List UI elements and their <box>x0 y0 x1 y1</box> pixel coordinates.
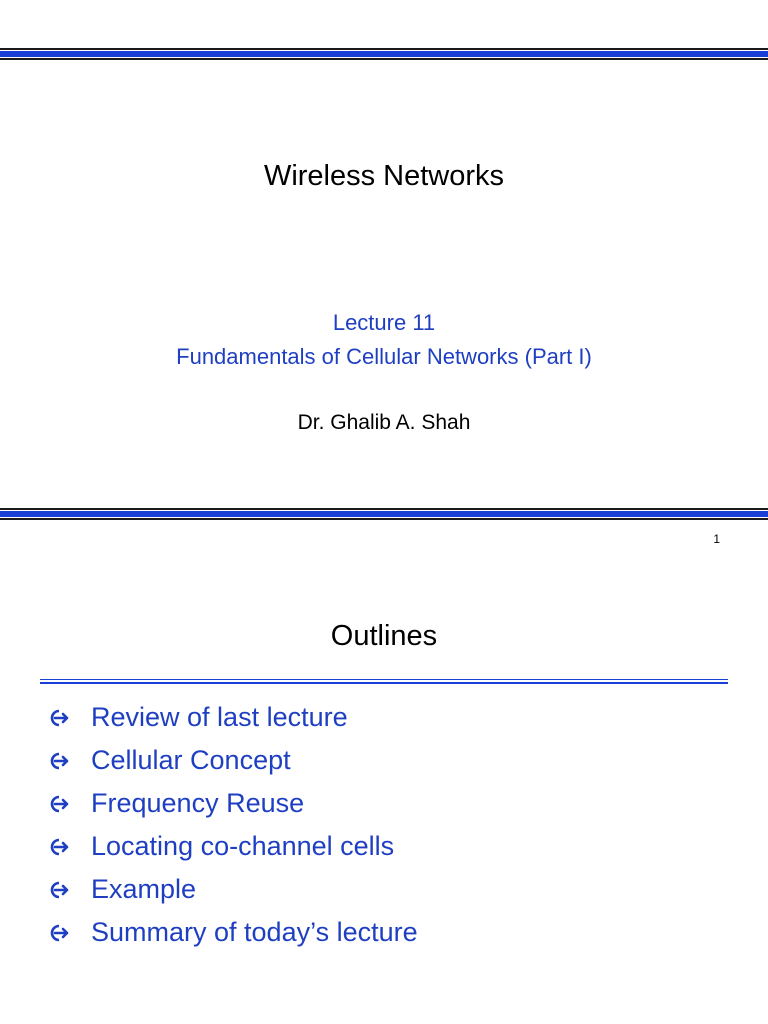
arrow-circle-right-icon <box>48 750 70 772</box>
list-item-label: Example <box>91 874 197 904</box>
outline-title: Outlines <box>330 620 438 652</box>
list-item-label: Cellular Concept <box>91 745 291 775</box>
outline-rule <box>40 679 728 684</box>
arrow-circle-right-icon <box>48 879 70 901</box>
arrow-circle-right-icon <box>48 707 70 729</box>
top-rule <box>0 48 768 60</box>
arrow-circle-right-icon <box>48 793 70 815</box>
list-item-label: Frequency Reuse <box>91 788 305 818</box>
arrow-circle-right-icon <box>48 922 70 944</box>
outline-list <box>48 696 418 954</box>
list-item-label: Review of last lecture <box>91 702 348 732</box>
list-item <box>48 911 418 954</box>
list-item <box>48 696 418 739</box>
lecture-topic: Fundamentals of Cellular Networks (Part I) <box>176 344 592 369</box>
arrow-circle-right-icon <box>48 836 70 858</box>
list-item <box>48 782 418 825</box>
outline-slide <box>0 560 768 1024</box>
list-item <box>48 739 418 782</box>
page-number: 1 <box>713 532 720 546</box>
slide-title: Wireless Networks <box>263 160 505 192</box>
list-item <box>48 868 418 911</box>
bottom-rule <box>0 508 768 520</box>
list-item-label: Locating co-channel cells <box>91 831 395 861</box>
list-item-label: Summary of today’s lecture <box>91 917 418 947</box>
list-item <box>48 825 418 868</box>
author-name: Dr. Ghalib A. Shah <box>297 411 471 434</box>
lecture-number: Lecture 11 <box>332 310 436 335</box>
